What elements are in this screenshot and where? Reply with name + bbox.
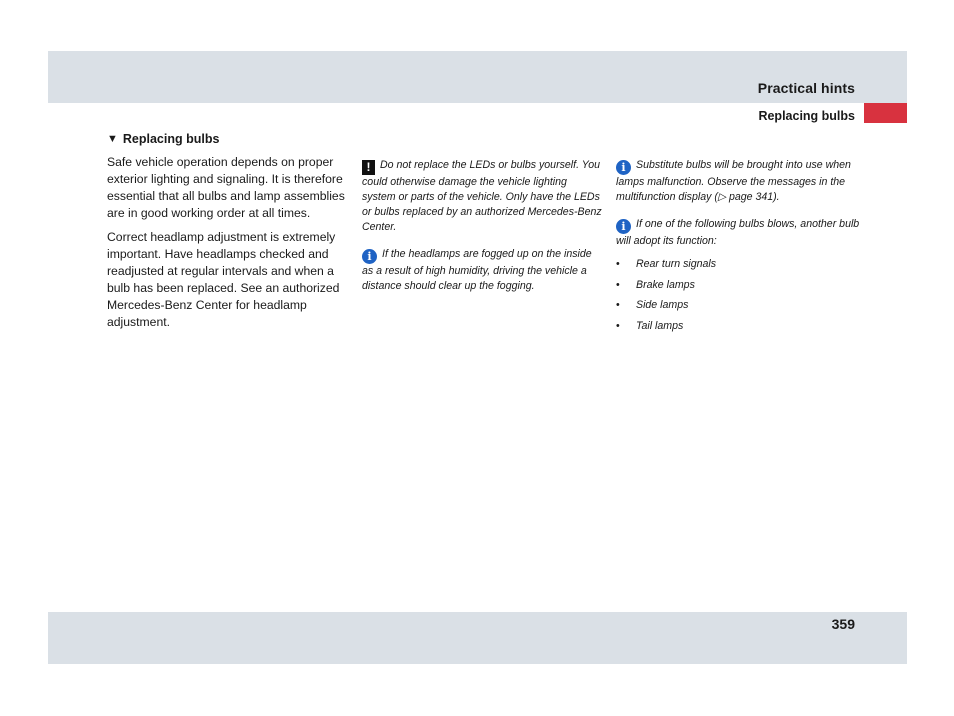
info-icon: i (616, 219, 631, 234)
info-text: If the headlamps are fogged up on the inside as a result of high humidity, driving the vehicle a distance should clear up the fogging. (362, 248, 592, 292)
list-item (616, 257, 861, 272)
warning-text: Do not replace the LEDs or bulbs yourself. You could otherwise damage the vehicle lighting system or parts of the vehicle. Only have the LEDs or bulbs replaced by an authorized Mercedes-Benz Center. (362, 159, 602, 233)
warning-exclamation-icon: ! (362, 160, 375, 175)
section-tab-marker (864, 103, 907, 123)
list-item-text: Side lamps (636, 299, 689, 311)
chapter-title: Practical hints (757, 80, 855, 96)
column-2 (362, 158, 602, 302)
list-item-text: Brake lamps (636, 278, 695, 291)
info-text: Substitute bulbs will be brought into use when lamps malfunction. Observe the messages in the multifunction display (▷ page 341). (616, 159, 851, 203)
info-note (616, 158, 861, 205)
section-heading (107, 132, 347, 146)
info-icon: i (616, 160, 631, 175)
paragraph: Correct headlamp adjustment is extremely important. Have headlamps checked and readjusted at regular intervals and when a bulb has been replaced. See an authorized Mercedes-Benz Center for headlamp adjustment. (107, 230, 340, 329)
paragraph: Safe vehicle operation depends on proper exterior lighting and signaling. It is therefore essential that all bulbs and lamp assemblies are in good working order at all times. (107, 155, 345, 220)
warning-note (362, 158, 602, 235)
list-item (616, 319, 861, 334)
list-item (616, 298, 861, 313)
list-item (616, 278, 861, 293)
bullet-icon: • (616, 258, 620, 270)
info-note (362, 247, 602, 294)
bullet-list (616, 257, 861, 334)
bullet-icon: • (616, 319, 620, 332)
list-item-text: Tail lamps (636, 319, 684, 332)
bullet-icon: • (616, 278, 620, 291)
bullet-icon: • (616, 299, 620, 311)
section-title: Replacing bulbs (758, 109, 855, 123)
column-3 (616, 158, 861, 339)
footer-band (48, 612, 907, 664)
info-note (616, 217, 861, 249)
info-icon: i (362, 249, 377, 264)
triangle-down-icon: ▼ (107, 133, 118, 145)
list-item-text: Rear turn signals (636, 258, 717, 270)
section-heading-text: Replacing bulbs (122, 132, 220, 146)
info-text: If one of the following bulbs blows, another bulb will adopt its function: (616, 218, 860, 247)
page-number: 359 (831, 616, 855, 632)
column-1 (107, 132, 347, 338)
